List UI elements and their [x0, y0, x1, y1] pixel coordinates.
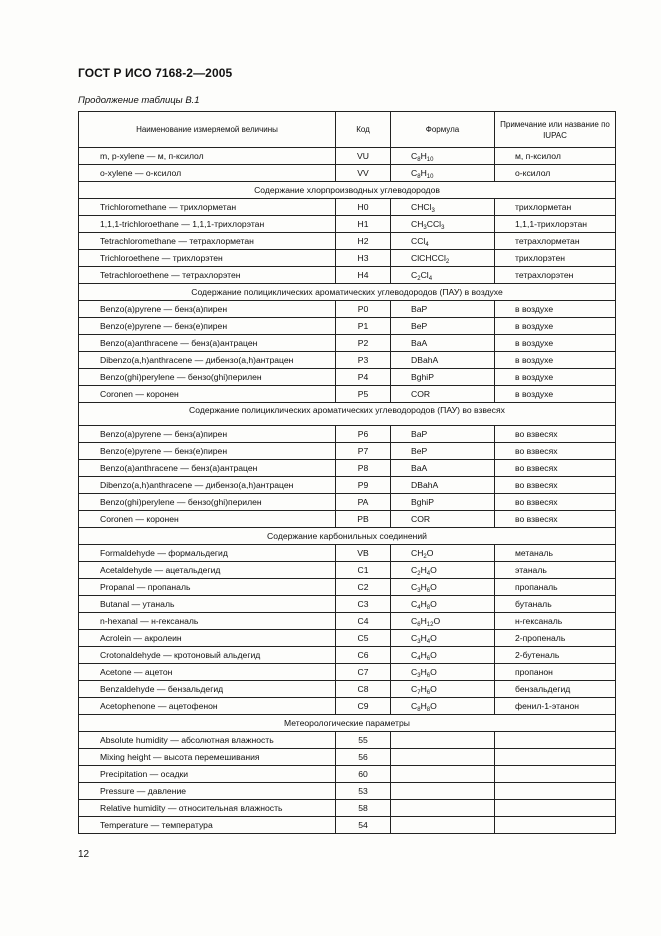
- cell-code: 58: [336, 800, 391, 817]
- cell-code: C8: [336, 681, 391, 698]
- table-row: [79, 647, 616, 664]
- cell-formula: BaA: [391, 335, 495, 352]
- cell-name: Coronen — коронен: [79, 386, 336, 403]
- cell-formula: BaP: [391, 301, 495, 318]
- cell-name: o-xylene — о-ксилол: [79, 165, 336, 182]
- table-row: [79, 681, 616, 698]
- cell-note: фенил-1-этанон: [495, 698, 616, 715]
- table-row: [79, 749, 616, 766]
- table-row: [79, 335, 616, 352]
- table-row: [79, 732, 616, 749]
- cell-note: метаналь: [495, 545, 616, 562]
- cell-formula: $C_4H_6O$: [391, 647, 495, 664]
- cell-formula: $C_8H_{10}$: [391, 148, 495, 165]
- page-number: 12: [78, 849, 90, 860]
- cell-name: Trichloroethene — трихлорэтен: [79, 250, 336, 267]
- cell-note: [495, 766, 616, 783]
- cell-code: C9: [336, 698, 391, 715]
- cell-code: P5: [336, 386, 391, 403]
- header-note: Примечание или название по IUPAC: [495, 112, 616, 148]
- table-row: [79, 766, 616, 783]
- table-row: [79, 301, 616, 318]
- cell-formula: $C_8H_{10}$: [391, 165, 495, 182]
- cell-code: P6: [336, 426, 391, 443]
- table-row: [79, 817, 616, 834]
- section-title: Содержание карбонильных соединений: [79, 528, 616, 545]
- table-body: [79, 148, 616, 834]
- cell-code: C4: [336, 613, 391, 630]
- cell-formula: DBahA: [391, 352, 495, 369]
- cell-note: пропанон: [495, 664, 616, 681]
- cell-note: во взвесях: [495, 443, 616, 460]
- table-row: [79, 352, 616, 369]
- cell-code: P0: [336, 301, 391, 318]
- table-row: [79, 783, 616, 800]
- cell-formula: [391, 749, 495, 766]
- table-row: [79, 165, 616, 182]
- cell-note: в воздухе: [495, 386, 616, 403]
- cell-formula: COR: [391, 511, 495, 528]
- cell-name: m, p-xylene — м, п-ксилол: [79, 148, 336, 165]
- table-row: [79, 579, 616, 596]
- cell-name: Crotonaldehyde — кротоновый альдегид: [79, 647, 336, 664]
- cell-name: Mixing height — высота перемешивания: [79, 749, 336, 766]
- cell-name: 1,1,1-trichloroethane — 1,1,1-трихлорэтан: [79, 216, 336, 233]
- cell-code: P8: [336, 460, 391, 477]
- table-row: [79, 318, 616, 335]
- table-row: [79, 426, 616, 443]
- cell-name: Butanal — утаналь: [79, 596, 336, 613]
- cell-name: Acrolein — акролеин: [79, 630, 336, 647]
- cell-name: Precipitation — осадки: [79, 766, 336, 783]
- cell-code: C1: [336, 562, 391, 579]
- cell-code: 54: [336, 817, 391, 834]
- table-row: [79, 216, 616, 233]
- cell-name: Tetrachloroethene — тетрахлорэтен: [79, 267, 336, 284]
- table-row: [79, 460, 616, 477]
- cell-formula: $C_3H_6O$: [391, 579, 495, 596]
- cell-formula: $CH_2O$: [391, 545, 495, 562]
- cell-note: в воздухе: [495, 352, 616, 369]
- cell-code: VV: [336, 165, 391, 182]
- cell-name: Absolute humidity — абсолютная влажность: [79, 732, 336, 749]
- cell-name: n-hexanal — н-гексаналь: [79, 613, 336, 630]
- cell-name: Acetophenone — ацетофенон: [79, 698, 336, 715]
- cell-name: Benzaldehyde — бензальдегид: [79, 681, 336, 698]
- cell-name: Benzo(e)pyrene — бенз(е)пирен: [79, 443, 336, 460]
- cell-note: [495, 817, 616, 834]
- cell-formula: BghiP: [391, 494, 495, 511]
- cell-note: бензальдегид: [495, 681, 616, 698]
- cell-note: м, п-ксилол: [495, 148, 616, 165]
- cell-note: во взвесях: [495, 460, 616, 477]
- table-row: [79, 596, 616, 613]
- cell-name: Coronen — коронен: [79, 511, 336, 528]
- table-row: [79, 386, 616, 403]
- cell-formula: BeP: [391, 443, 495, 460]
- cell-note: трихлорметан: [495, 199, 616, 216]
- cell-note: во взвесях: [495, 511, 616, 528]
- cell-note: во взвесях: [495, 426, 616, 443]
- cell-note: тетрахлорэтен: [495, 267, 616, 284]
- cell-formula: [391, 817, 495, 834]
- table-row: [79, 267, 616, 284]
- cell-code: PB: [336, 511, 391, 528]
- table-row: [79, 477, 616, 494]
- cell-code: 53: [336, 783, 391, 800]
- cell-note: [495, 749, 616, 766]
- cell-code: C2: [336, 579, 391, 596]
- cell-formula: $C_2H_4O$: [391, 562, 495, 579]
- cell-note: 2-пропеналь: [495, 630, 616, 647]
- cell-name: Propanal — пропаналь: [79, 579, 336, 596]
- cell-name: Benzo(ghi)perylene — бензо(ghi)перилен: [79, 494, 336, 511]
- cell-formula: CHCl$_3$: [391, 199, 495, 216]
- cell-name: Benzo(a)anthracene — бенз(а)антрацен: [79, 460, 336, 477]
- cell-name: Relative humidity — относительная влажность: [79, 800, 336, 817]
- cell-note: в воздухе: [495, 301, 616, 318]
- cell-formula: [391, 766, 495, 783]
- cell-formula: $C_7H_6O$: [391, 681, 495, 698]
- cell-code: P3: [336, 352, 391, 369]
- cell-formula: BghiP: [391, 369, 495, 386]
- table-row: [79, 250, 616, 267]
- cell-formula: CCl$_4$: [391, 233, 495, 250]
- cell-note: [495, 732, 616, 749]
- cell-name: Pressure — давление: [79, 783, 336, 800]
- table-row: [79, 233, 616, 250]
- cell-name: Tetrachloromethane — тетрахлорметан: [79, 233, 336, 250]
- cell-note: 1,1,1-трихлорэтан: [495, 216, 616, 233]
- cell-code: C6: [336, 647, 391, 664]
- cell-name: Formaldehyde — формальдегид: [79, 545, 336, 562]
- table-row: [79, 613, 616, 630]
- section-row: [79, 403, 616, 426]
- table-caption: Продолжение таблицы В.1: [78, 95, 200, 106]
- cell-note: во взвесях: [495, 477, 616, 494]
- table-row: [79, 443, 616, 460]
- section-row: [79, 528, 616, 545]
- cell-name: Benzo(e)pyrene — бенз(е)пирен: [79, 318, 336, 335]
- section-title: Содержание полициклических ароматических углеводородов (ПАУ) во взвесях: [79, 403, 616, 426]
- cell-note: трихлорэтен: [495, 250, 616, 267]
- cell-note: в воздухе: [495, 335, 616, 352]
- cell-formula: BeP: [391, 318, 495, 335]
- table-row: [79, 664, 616, 681]
- cell-name: Acetone — ацетон: [79, 664, 336, 681]
- cell-note: пропаналь: [495, 579, 616, 596]
- table-row: [79, 630, 616, 647]
- cell-code: H1: [336, 216, 391, 233]
- cell-code: VU: [336, 148, 391, 165]
- cell-note: в воздухе: [495, 318, 616, 335]
- table-row: [79, 369, 616, 386]
- section-row: [79, 182, 616, 199]
- table-row: [79, 562, 616, 579]
- cell-code: P1: [336, 318, 391, 335]
- cell-code: 56: [336, 749, 391, 766]
- cell-name: Benzo(ghi)perylene — бензо(ghi)перилен: [79, 369, 336, 386]
- cell-code: C5: [336, 630, 391, 647]
- cell-formula: [391, 800, 495, 817]
- cell-name: Dibenzo(a,h)anthracene — дибензо(а,h)антрацен: [79, 477, 336, 494]
- cell-formula: ClCHCCl$_2$: [391, 250, 495, 267]
- cell-formula: $CH_3CCl_3$: [391, 216, 495, 233]
- cell-formula: DBahA: [391, 477, 495, 494]
- header-code: Код: [336, 112, 391, 148]
- cell-note: в воздухе: [495, 369, 616, 386]
- table-row: [79, 545, 616, 562]
- document-title: ГОСТ Р ИСО 7168-2—2005: [78, 66, 233, 80]
- section-title: Содержание полициклических ароматических углеводородов (ПАУ) в воздухе: [79, 284, 616, 301]
- cell-note: н-гексаналь: [495, 613, 616, 630]
- cell-name: Benzo(a)pyrene — бенз(а)пирен: [79, 426, 336, 443]
- cell-code: C7: [336, 664, 391, 681]
- cell-code: H3: [336, 250, 391, 267]
- table-row: [79, 698, 616, 715]
- cell-formula: [391, 732, 495, 749]
- cell-code: 55: [336, 732, 391, 749]
- table-header-row: [79, 112, 616, 148]
- cell-code: P9: [336, 477, 391, 494]
- header-formula: Формула: [391, 112, 495, 148]
- cell-code: H0: [336, 199, 391, 216]
- table-row: [79, 800, 616, 817]
- cell-formula: $C_8H_8O$: [391, 698, 495, 715]
- cell-code: PA: [336, 494, 391, 511]
- measurement-table: [78, 111, 616, 834]
- cell-formula: COR: [391, 386, 495, 403]
- cell-code: P7: [336, 443, 391, 460]
- cell-formula: $C_3H_6O$: [391, 664, 495, 681]
- cell-code: P4: [336, 369, 391, 386]
- cell-name: Temperature — температура: [79, 817, 336, 834]
- table-row: [79, 148, 616, 165]
- cell-name: Trichloromethane — трихлорметан: [79, 199, 336, 216]
- cell-formula: $C_3H_4O$: [391, 630, 495, 647]
- section-title: Содержание хлорпроизводных углеводородов: [79, 182, 616, 199]
- cell-note: о-ксилол: [495, 165, 616, 182]
- cell-note: [495, 800, 616, 817]
- cell-formula: $C_6H_{12}O$: [391, 613, 495, 630]
- cell-note: во взвесях: [495, 494, 616, 511]
- cell-note: [495, 783, 616, 800]
- table-row: [79, 199, 616, 216]
- section-title: Метеорологические параметры: [79, 715, 616, 732]
- section-row: [79, 284, 616, 301]
- cell-code: C3: [336, 596, 391, 613]
- cell-note: тетрахлорметан: [495, 233, 616, 250]
- table-row: [79, 494, 616, 511]
- cell-name: Acetaldehyde — ацетальдегид: [79, 562, 336, 579]
- cell-code: H2: [336, 233, 391, 250]
- cell-code: 60: [336, 766, 391, 783]
- section-row: [79, 715, 616, 732]
- cell-note: этаналь: [495, 562, 616, 579]
- cell-formula: $C_2Cl_4$: [391, 267, 495, 284]
- cell-name: Dibenzo(a,h)anthracene — дибензо(а,h)антрацен: [79, 352, 336, 369]
- table-row: [79, 511, 616, 528]
- cell-note: бутаналь: [495, 596, 616, 613]
- cell-formula: BaP: [391, 426, 495, 443]
- cell-code: VB: [336, 545, 391, 562]
- cell-name: Benzo(a)pyrene — бенз(а)пирен: [79, 301, 336, 318]
- cell-code: H4: [336, 267, 391, 284]
- cell-formula: [391, 783, 495, 800]
- cell-code: P2: [336, 335, 391, 352]
- cell-formula: $C_4H_8O$: [391, 596, 495, 613]
- cell-name: Benzo(a)anthracene — бенз(а)антрацен: [79, 335, 336, 352]
- header-name: Наименование измеряемой величины: [79, 112, 336, 148]
- cell-note: 2-бутеналь: [495, 647, 616, 664]
- cell-formula: BaA: [391, 460, 495, 477]
